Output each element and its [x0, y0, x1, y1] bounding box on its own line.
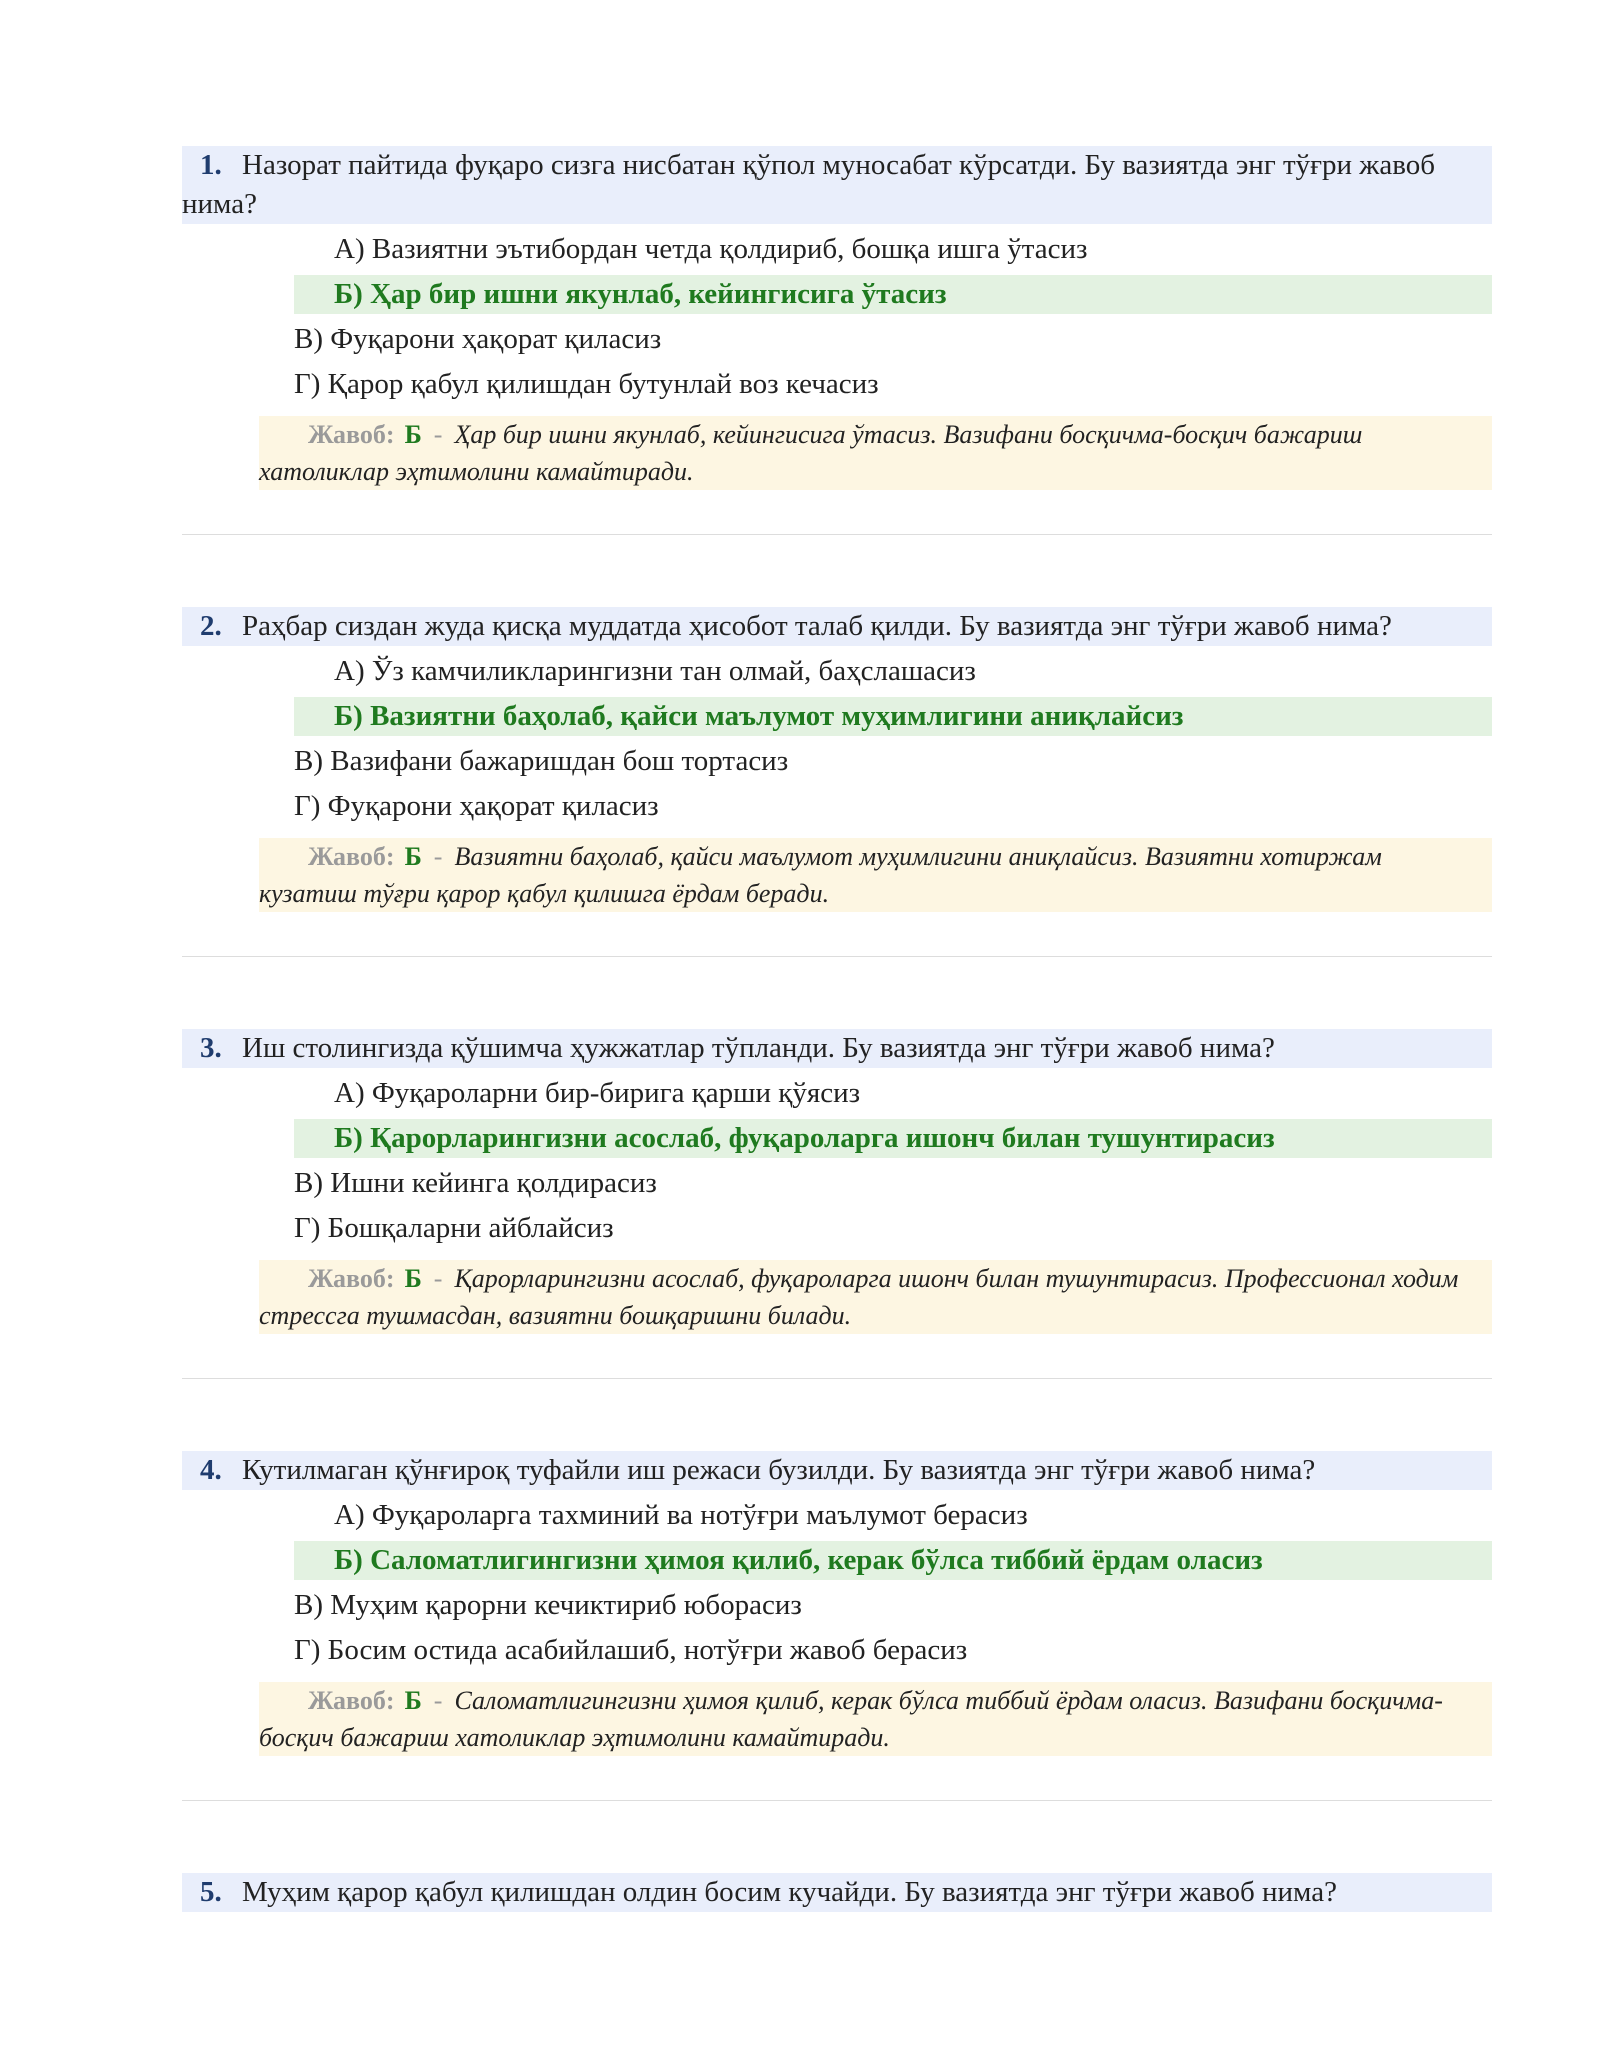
question-text: Кутилмаган қўнғироқ туфайли иш режаси бузилди. Бу вазиятда энг тўғри жавоб нима?	[242, 1454, 1316, 1486]
option-d: Г) Фуқарони ҳақорат қиласиз	[294, 790, 659, 822]
option-c: В) Ишни кейинга қолдирасиз	[294, 1167, 657, 1199]
question-block-2	[182, 607, 1492, 912]
divider	[182, 1378, 1492, 1379]
answer-label: Жавоб:	[308, 420, 395, 449]
answer-dash: -	[433, 1686, 443, 1715]
divider	[182, 956, 1492, 957]
answer-letter: Б	[404, 842, 422, 871]
answer-explanation	[259, 1682, 1492, 1756]
answer-label: Жавоб:	[308, 842, 395, 871]
divider	[182, 1800, 1492, 1801]
answer-explanation	[259, 416, 1492, 490]
option-a: А) Фуқароларни бир-бирига қарши қўясиз	[334, 1077, 861, 1109]
answer-explanation	[259, 838, 1492, 912]
option-b-correct: Б) Ҳар бир ишни якунлаб, кейингисига ўтасиз	[294, 275, 1492, 314]
question-block-1	[182, 146, 1492, 490]
option-d: Г) Бошқаларни айблайсиз	[294, 1212, 614, 1244]
answer-dash: -	[433, 420, 443, 449]
question-number: 2.	[200, 610, 222, 642]
option-a: А) Ўз камчиликларингизни тан олмай, баҳслашасиз	[334, 655, 976, 687]
question-title	[182, 1873, 1492, 1912]
question-number: 1.	[200, 149, 222, 181]
question-title	[182, 607, 1492, 646]
question-title	[182, 1451, 1492, 1490]
option-d: Г) Босим остида асабийлашиб, нотўғри жавоб берасиз	[294, 1634, 968, 1666]
option-b-correct: Б) Вазиятни баҳолаб, қайси маълумот муҳимлигини аниқлайсиз	[294, 697, 1492, 736]
answer-letter: Б	[404, 1264, 422, 1293]
question-block-4	[182, 1451, 1492, 1756]
answer-dash: -	[433, 1264, 443, 1293]
answer-text: Ҳар бир ишни якунлаб, кейингисига ўтасиз. Вазифани босқичма-босқич бажариш хатоликлар эҳтимолини камайтиради.	[259, 420, 1363, 486]
question-text: Иш столингизда қўшимча ҳужжатлар тўпланди. Бу вазиятда энг тўғри жавоб нима?	[242, 1032, 1275, 1064]
answer-text: Қарорларингизни асослаб, фуқароларга ишонч билан тушунтирасиз. Профессионал ходим стрессга тушмасдан, вазиятни бошқаришни билади.	[259, 1264, 1459, 1330]
answer-letter: Б	[404, 420, 422, 449]
answer-dash: -	[433, 842, 443, 871]
question-number: 5.	[200, 1876, 222, 1908]
question-title	[182, 146, 1492, 224]
answer-label: Жавоб:	[308, 1264, 395, 1293]
question-text: Назорат пайтида фуқаро сизга нисбатан қўпол муносабат кўрсатди. Бу вазиятда энг тўғри жавоб нима?	[182, 149, 1435, 220]
option-c: В) Вазифани бажаришдан бош тортасиз	[294, 745, 789, 777]
question-number: 3.	[200, 1032, 222, 1064]
question-text: Раҳбар сиздан жуда қисқа муддатда ҳисобот талаб қилди. Бу вазиятда энг тўғри жавоб нима?	[242, 610, 1392, 642]
answer-text: Саломатлигингизни ҳимоя қилиб, керак бўлса тиббий ёрдам оласиз. Вазифани босқичма-босқич бажариш хатоликлар эҳтимолини камайтиради.	[259, 1686, 1443, 1752]
option-b-correct: Б) Қарорларингизни асослаб, фуқароларга ишонч билан тушунтирасиз	[294, 1119, 1492, 1158]
option-b-correct: Б) Саломатлигингизни ҳимоя қилиб, керак бўлса тиббий ёрдам оласиз	[294, 1541, 1492, 1580]
option-a: А) Фуқароларга тахминий ва нотўғри маълумот берасиз	[334, 1499, 1028, 1531]
answer-label: Жавоб:	[308, 1686, 395, 1715]
question-title	[182, 1029, 1492, 1068]
question-block-3	[182, 1029, 1492, 1334]
question-number: 4.	[200, 1454, 222, 1486]
answer-explanation	[259, 1260, 1492, 1334]
question-block-5	[182, 1873, 1492, 1912]
option-c: В) Фуқарони ҳақорат қиласиз	[294, 323, 662, 355]
answer-letter: Б	[404, 1686, 422, 1715]
question-text: Муҳим қарор қабул қилишдан олдин босим кучайди. Бу вазиятда энг тўғри жавоб нима?	[242, 1876, 1337, 1908]
divider	[182, 534, 1492, 535]
answer-text: Вазиятни баҳолаб, қайси маълумот муҳимлигини аниқлайсиз. Вазиятни хотиржам кузатиш тўғри қарор қабул қилишга ёрдам беради.	[259, 842, 1382, 908]
option-c: В) Муҳим қарорни кечиктириб юборасиз	[294, 1589, 802, 1621]
option-a: А) Вазиятни эътибордан четда қолдириб, бошқа ишга ўтасиз	[334, 233, 1088, 265]
option-d: Г) Қарор қабул қилишдан бутунлай воз кечасиз	[294, 368, 879, 400]
